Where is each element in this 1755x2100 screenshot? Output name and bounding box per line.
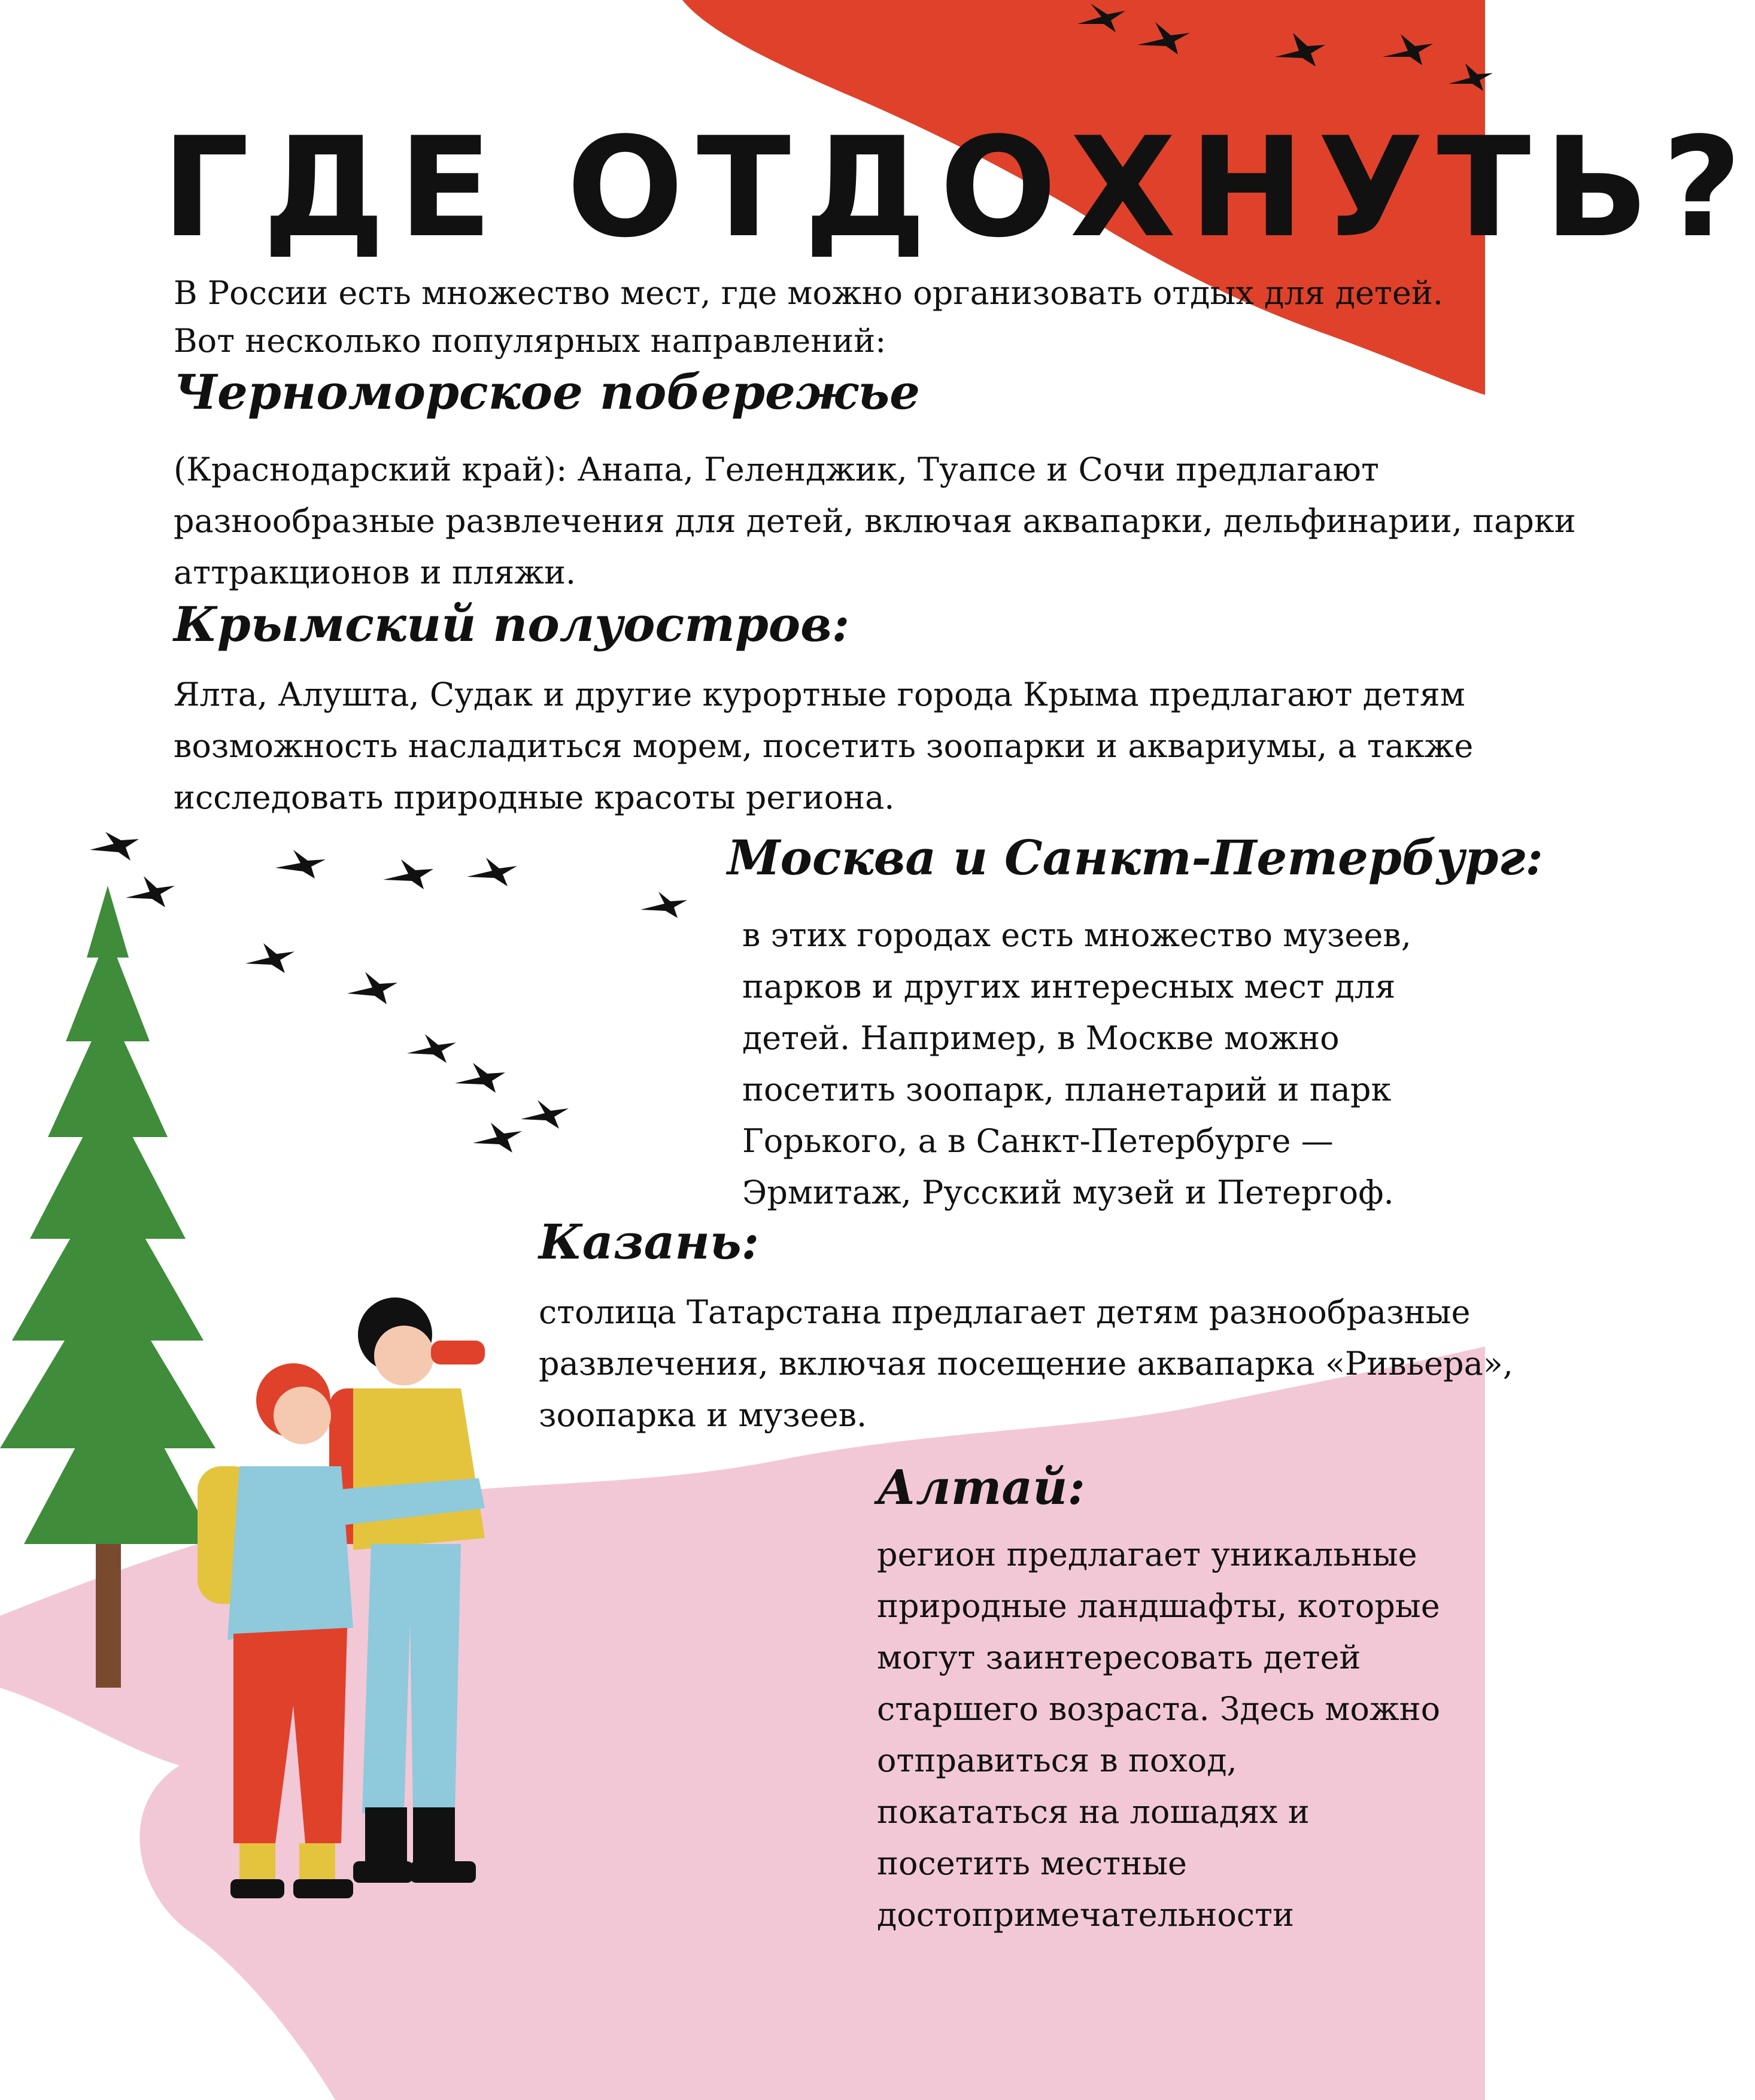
section-line: в этих городах есть множество музеев, bbox=[742, 916, 1411, 954]
hikers-illustration bbox=[174, 1287, 545, 1945]
section-line: Эрмитаж, Русский музей и Петергоф. bbox=[742, 1174, 1394, 1211]
intro-text bbox=[174, 269, 1443, 365]
section-line: Горького, а в Санкт-Петербурге — bbox=[742, 1122, 1334, 1160]
section-line: Ялта, Алушта, Судак и другие курортные города Крыма предлагают детям bbox=[174, 676, 1465, 713]
section-text-black-sea bbox=[174, 444, 1576, 598]
page-title: ГДЕ ОТДОХНУТЬ? bbox=[162, 108, 1755, 268]
intro-line: В России есть множество мест, где можно организовать отдых для детей. bbox=[174, 274, 1443, 312]
section-line: исследовать природные красоты региона. bbox=[174, 779, 895, 816]
section-line: столица Татарстана предлагает детям разнообразные bbox=[539, 1293, 1471, 1331]
section-line: аттракционов и пляжи. bbox=[174, 554, 576, 591]
section-line: (Краснодарский край): Анапа, Геленджик, Туапсе и Сочи предлагают bbox=[174, 451, 1379, 488]
section-line: зоопарка и музеев. bbox=[539, 1396, 867, 1434]
section-line: посетить зоопарк, планетарий и парк bbox=[742, 1071, 1392, 1108]
section-text-altai bbox=[877, 1529, 1440, 1941]
section-line: возможность насладиться морем, посетить зоопарки и аквариумы, а также bbox=[174, 727, 1474, 765]
section-heading-moscow-spb: Москва и Санкт-Петербург: bbox=[727, 829, 1543, 886]
section-line: отправиться в поход, bbox=[877, 1742, 1237, 1779]
hiker-with-binoculars bbox=[329, 1297, 485, 1883]
section-text-kazan bbox=[539, 1287, 1513, 1441]
section-heading-altai: Алтай: bbox=[877, 1459, 1085, 1515]
section-line: развлечения, включая посещение аквапарка «Ривьера», bbox=[539, 1345, 1513, 1382]
section-heading-crimea: Крымский полуостров: bbox=[174, 596, 850, 652]
section-line: старшего возраста. Здесь можно bbox=[877, 1690, 1441, 1728]
intro-line: Вот несколько популярных направлений: bbox=[174, 322, 886, 360]
section-text-moscow-spb bbox=[742, 910, 1411, 1218]
section-line: парков и других интересных мест для bbox=[742, 968, 1396, 1005]
section-line: разнообразные развлечения для детей, включая аквапарки, дельфинарии, парки bbox=[174, 502, 1576, 540]
section-line: покататься на лошадях и bbox=[877, 1793, 1310, 1831]
section-line: посетить местные bbox=[877, 1844, 1188, 1882]
section-line: природные ландшафты, которые bbox=[877, 1587, 1440, 1625]
section-line: достопримечательности bbox=[877, 1896, 1294, 1934]
section-heading-black-sea: Черноморское побережье bbox=[174, 364, 921, 420]
section-line: детей. Например, в Москве можно bbox=[742, 1019, 1340, 1057]
section-line: регион предлагает уникальные bbox=[877, 1536, 1417, 1573]
section-line: могут заинтересовать детей bbox=[877, 1639, 1361, 1676]
section-heading-kazan: Казань: bbox=[539, 1214, 760, 1270]
section-text-crimea bbox=[174, 669, 1473, 823]
